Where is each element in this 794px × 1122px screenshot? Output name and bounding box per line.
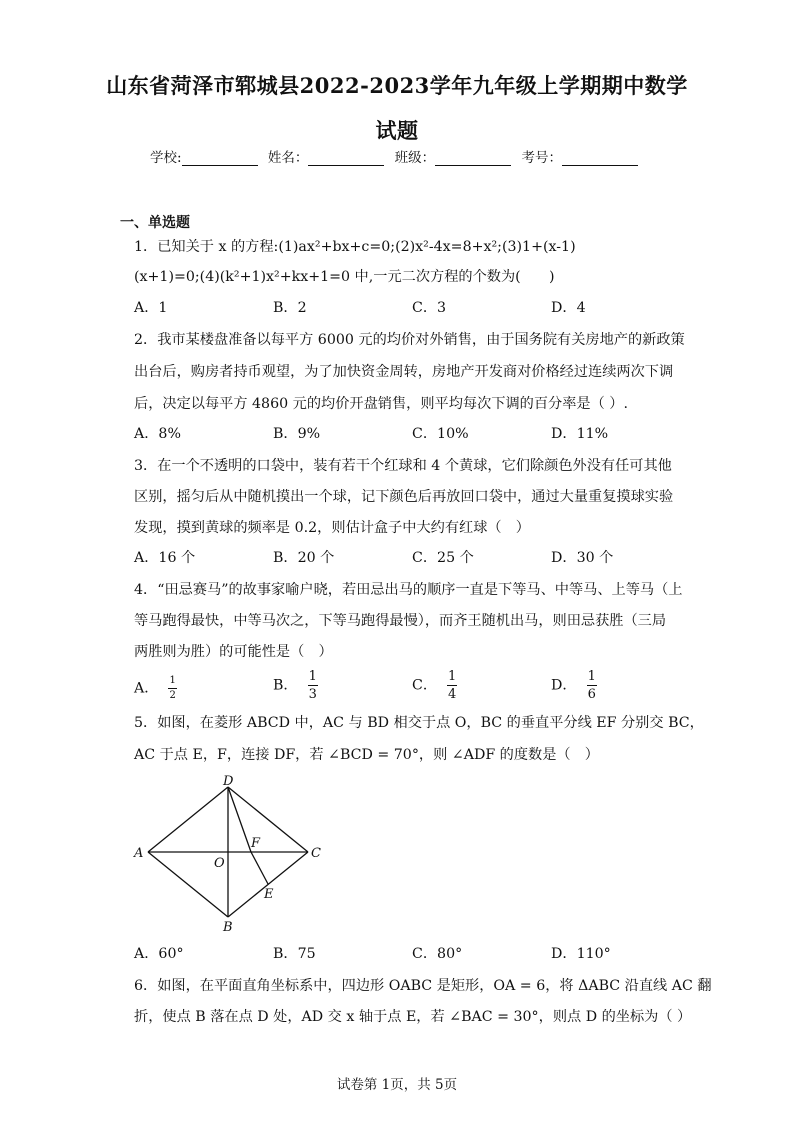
q4-option-d-den: 6 — [587, 687, 596, 702]
label-F: F — [251, 836, 261, 851]
q1-option-a[interactable]: A．1 — [134, 300, 168, 316]
page-title-line1: 山东省菏泽市郓城县2022-2023学年九年级上学期期中数学 — [106, 73, 688, 98]
q3-option-b[interactable]: B．20 个 — [273, 550, 335, 566]
q5-options — [134, 943, 674, 965]
label-C: C — [311, 846, 321, 861]
exam-no-blank[interactable] — [562, 151, 638, 166]
q5-option-d[interactable]: D．110° — [551, 946, 611, 962]
q4-line2: 等马跑得最快，中等马次之，下等马跑得最慢），而齐王随机出马，则田忌获胜（三局 — [134, 613, 667, 629]
section-heading: 一、单选题 — [120, 215, 190, 231]
q5-option-c[interactable]: C．80° — [412, 946, 463, 962]
q3-option-d[interactable]: D．30 个 — [551, 550, 614, 566]
rhombus-figure — [130, 775, 330, 935]
name-label: 姓名： — [267, 150, 309, 166]
edge-AD — [148, 787, 228, 852]
q4-option-d-label: D． — [551, 677, 577, 694]
q2-line3: 后，决定以每平方 4860 元的均价开盘销售，则平均每次下调的百分率是（ ）. — [134, 396, 628, 412]
student-info-row — [0, 146, 794, 166]
q4-option-a-den: 2 — [169, 690, 176, 701]
q1-line1: 1．已知关于 x 的方程:(1)ax²+bx+c=0;(2)x²-4x=8+x²;(3)1+(x-1) — [134, 239, 576, 255]
q4-option-c-den: 4 — [448, 687, 457, 702]
q6-line1: 6．如图，在平面直角坐标系中，四边形 OABC 是矩形，OA = 6，将 ΔABC 沿直线 AC 翻 — [134, 978, 712, 994]
q2-line2: 出台后，购房者持币观望，为了加快资金周转，房地产开发商对价格经过连续两次下调 — [134, 364, 674, 380]
class-blank[interactable] — [435, 151, 511, 166]
exam-no-label: 考号： — [521, 150, 562, 166]
q2-option-a[interactable]: A．8% — [134, 426, 181, 442]
school-blank[interactable] — [182, 151, 258, 166]
q4-option-b-den: 3 — [308, 687, 317, 702]
q4-options — [134, 670, 674, 706]
q2-option-c[interactable]: C．10% — [412, 426, 469, 442]
q4-option-c[interactable] — [412, 670, 457, 701]
name-blank[interactable] — [308, 151, 384, 166]
q4-line3: 两胜则为胜）的可能性是（ ） — [134, 644, 333, 660]
q4-option-a[interactable] — [134, 676, 177, 701]
label-B: B — [223, 920, 233, 935]
q5-line2: AC 于点 E，F，连接 DF，若 ∠BCD = 70°，则 ∠ADF 的度数是（ ） — [134, 747, 599, 763]
q4-option-d-fraction — [587, 670, 597, 701]
class-label: 班级： — [394, 150, 436, 166]
label-O: O — [214, 856, 225, 871]
q3-options — [134, 547, 674, 569]
q5-option-b[interactable]: B．75 — [273, 946, 316, 962]
q2-option-b[interactable]: B．9% — [273, 426, 321, 442]
q2-options — [134, 423, 674, 445]
label-E: E — [264, 887, 274, 902]
q2-line1: 2．我市某楼盘准备以每平方 6000 元的均价对外销售，由于国务院有关房地产的新政策 — [134, 332, 685, 348]
q4-option-a-fraction — [168, 676, 176, 701]
q4-option-a-num: 1 — [168, 676, 176, 689]
page-title-line2: 试题 — [375, 118, 419, 143]
q4-line1: 4．“田忌赛马”的故事家喻户晓，若田忌出马的顺序一直是下等马、中等马、上等马（上 — [134, 582, 683, 598]
q3-option-c[interactable]: C．25 个 — [412, 550, 474, 566]
q3-line1: 3．在一个不透明的口袋中，装有若干个红球和 4 个黄球，它们除颜色外没有任可其他 — [134, 458, 672, 474]
q3-line2: 区别，摇匀后从中随机摸出一个球，记下颜色后再放回口袋中，通过大量重复摸球实验 — [134, 489, 674, 505]
q6-line2: 折，使点 B 落在点 D 处，AD 交 x 轴于点 E，若 ∠BAC = 30°，则点 D 的坐标为（ ） — [134, 1009, 692, 1025]
q1-option-d[interactable]: D．4 — [551, 300, 586, 316]
q4-option-d[interactable] — [551, 670, 597, 701]
q1-option-b[interactable]: B．2 — [273, 300, 307, 316]
q4-option-c-label: C． — [412, 677, 438, 694]
q1-line2: (x+1)=0;(4)(k²+1)x²+kx+1=0 中,一元二次方程的个数为( ) — [134, 269, 555, 285]
q4-option-b[interactable] — [273, 670, 318, 701]
q4-option-b-fraction — [308, 670, 318, 701]
q1-options — [134, 297, 674, 319]
q3-option-a[interactable]: A．16 个 — [134, 550, 196, 566]
segment-EF — [251, 852, 268, 884]
q5-line1: 5．如图，在菱形 ABCD 中，AC 与 BD 相交于点 O，BC 的垂直平分线 EF 分别交 BC， — [134, 715, 704, 731]
q4-option-b-num: 1 — [308, 669, 317, 684]
q4-option-a-label: A． — [134, 680, 159, 697]
q1-option-c[interactable]: C．3 — [412, 300, 447, 316]
q4-option-c-fraction — [447, 670, 457, 701]
q4-option-b-label: B． — [273, 677, 298, 694]
edge-CB — [228, 852, 308, 917]
q3-line3: 发现，摸到黄球的频率是 0.2，则估计盒子中大约有红球（ ） — [134, 520, 530, 536]
label-D: D — [223, 775, 234, 789]
school-label: 学校: — [150, 150, 182, 166]
q5-option-a[interactable]: A．60° — [134, 946, 184, 962]
q4-option-d-num: 1 — [587, 669, 596, 684]
q4-option-c-num: 1 — [448, 669, 457, 684]
page-footer: 试卷第 1页，共 5页 — [336, 1077, 458, 1093]
q2-option-d[interactable]: D．11% — [551, 426, 609, 442]
label-A: A — [134, 846, 144, 861]
